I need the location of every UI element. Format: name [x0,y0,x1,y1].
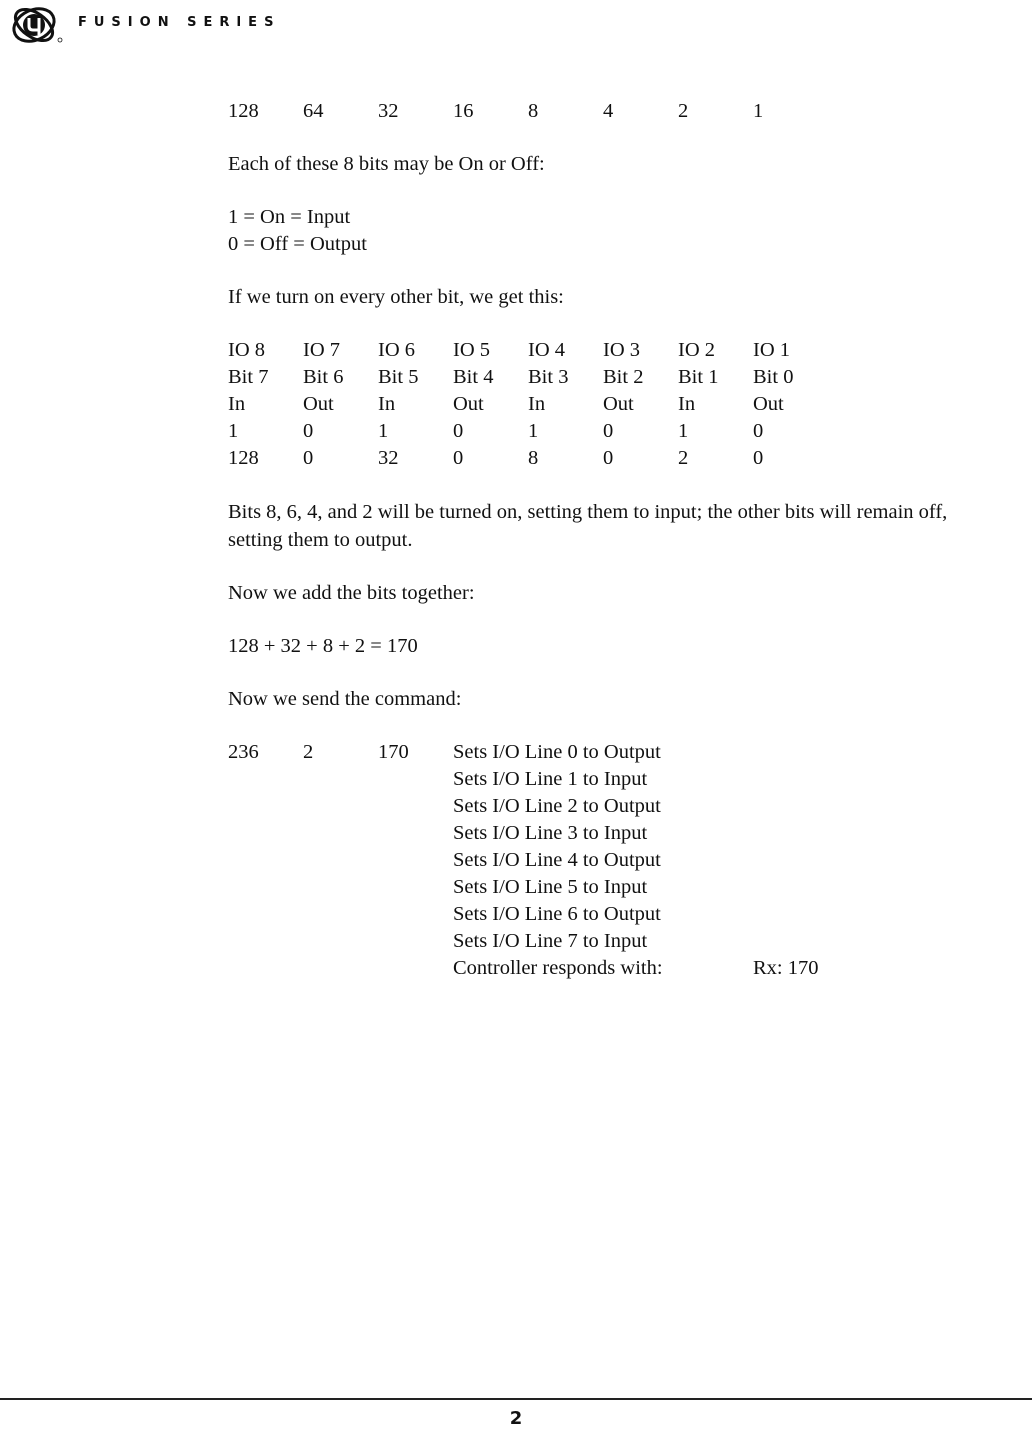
table-cell: 2 [678,447,689,469]
table-cell: IO 2 [678,339,716,361]
command-row [228,766,988,793]
table-cell: Out [753,393,784,415]
weight-cell: 16 [453,100,474,122]
table-cell: 32 [378,447,399,469]
table-cell: Out [303,393,334,415]
command-row [228,793,988,820]
table-cell: Bit 6 [303,366,344,388]
paragraph: If we turn on every other bit, we get this: [228,286,564,308]
weight-cell: 8 [528,100,539,122]
command-line: Sets I/O Line 0 to Output [453,741,661,763]
command-byte: 170 [378,741,409,763]
table-cell: 1 [378,420,389,442]
command-response-row [228,955,988,982]
command-row [228,820,988,847]
table-cell: 1 [228,420,239,442]
table-cell: IO 3 [603,339,641,361]
table-cell: 0 [753,447,764,469]
table-cell: Bit 2 [603,366,644,388]
table-cell: IO 5 [453,339,491,361]
off-definition: 0 = Off = Output [228,233,367,255]
paragraph: Each of these 8 bits may be On or Off: [228,153,545,175]
paragraph: Now we send the command: [228,688,462,710]
table-cell: Bit 4 [453,366,494,388]
page-content [228,98,988,982]
table-row [228,364,988,391]
command-block [228,739,988,982]
table-cell: 0 [303,447,314,469]
table-cell: IO 6 [378,339,416,361]
command-line: Sets I/O Line 6 to Output [453,903,661,925]
table-cell: IO 7 [303,339,341,361]
table-cell: Bit 3 [528,366,569,388]
command-line: Sets I/O Line 1 to Input [453,768,648,790]
io-table [228,337,988,472]
paragraph: Now we add the bits together: [228,582,475,604]
table-row [228,391,988,418]
response-value: Rx: 170 [753,957,819,979]
paragraph: Bits 8, 6, 4, and 2 will be turned on, setting them to input; the other bits will remain off, setting them to output. [228,501,948,551]
footer-divider [0,1398,1032,1400]
weight-cell: 1 [753,100,764,122]
weight-cell: 64 [303,100,324,122]
table-cell: In [678,393,696,415]
table-cell: In [228,393,246,415]
command-row [228,847,988,874]
table-cell: 8 [528,447,539,469]
table-cell: 0 [303,420,314,442]
table-cell: 1 [678,420,689,442]
command-line: Sets I/O Line 3 to Input [453,822,648,844]
command-row [228,901,988,928]
brand-title: FUSION SERIES [78,14,281,30]
page-header [10,2,280,46]
table-cell: Bit 7 [228,366,269,388]
command-row [228,739,988,766]
table-cell: 0 [603,447,614,469]
command-line: Sets I/O Line 4 to Output [453,849,661,871]
table-cell: 0 [453,447,464,469]
table-cell: IO 8 [228,339,266,361]
command-line: Sets I/O Line 5 to Input [453,876,648,898]
command-line: Sets I/O Line 2 to Output [453,795,661,817]
table-row [228,418,988,445]
page-number: 2 [509,1408,523,1429]
on-definition: 1 = On = Input [228,206,351,228]
fusion-logo-icon [10,2,64,46]
weight-cell: 4 [603,100,614,122]
table-cell: 0 [753,420,764,442]
table-cell: IO 4 [528,339,566,361]
table-cell: IO 1 [753,339,791,361]
command-byte: 236 [228,741,259,763]
response-label: Controller responds with: [453,957,663,979]
weight-cell: 2 [678,100,689,122]
command-line: Sets I/O Line 7 to Input [453,930,648,952]
table-cell: In [528,393,546,415]
sum-equation: 128 + 32 + 8 + 2 = 170 [228,635,418,657]
table-cell: 128 [228,447,259,469]
bit-weights-row [228,98,988,125]
table-cell: 1 [528,420,539,442]
table-cell: 0 [453,420,464,442]
command-row [228,928,988,955]
command-row [228,874,988,901]
table-cell: Bit 1 [678,366,719,388]
command-byte: 2 [303,741,314,763]
table-cell: Out [453,393,484,415]
table-cell: Bit 0 [753,366,794,388]
weight-cell: 32 [378,100,399,122]
table-cell: Bit 5 [378,366,419,388]
table-cell: Out [603,393,634,415]
table-cell: 0 [603,420,614,442]
table-cell: In [378,393,396,415]
weight-cell: 128 [228,100,259,122]
table-row [228,337,988,364]
table-row [228,445,988,472]
